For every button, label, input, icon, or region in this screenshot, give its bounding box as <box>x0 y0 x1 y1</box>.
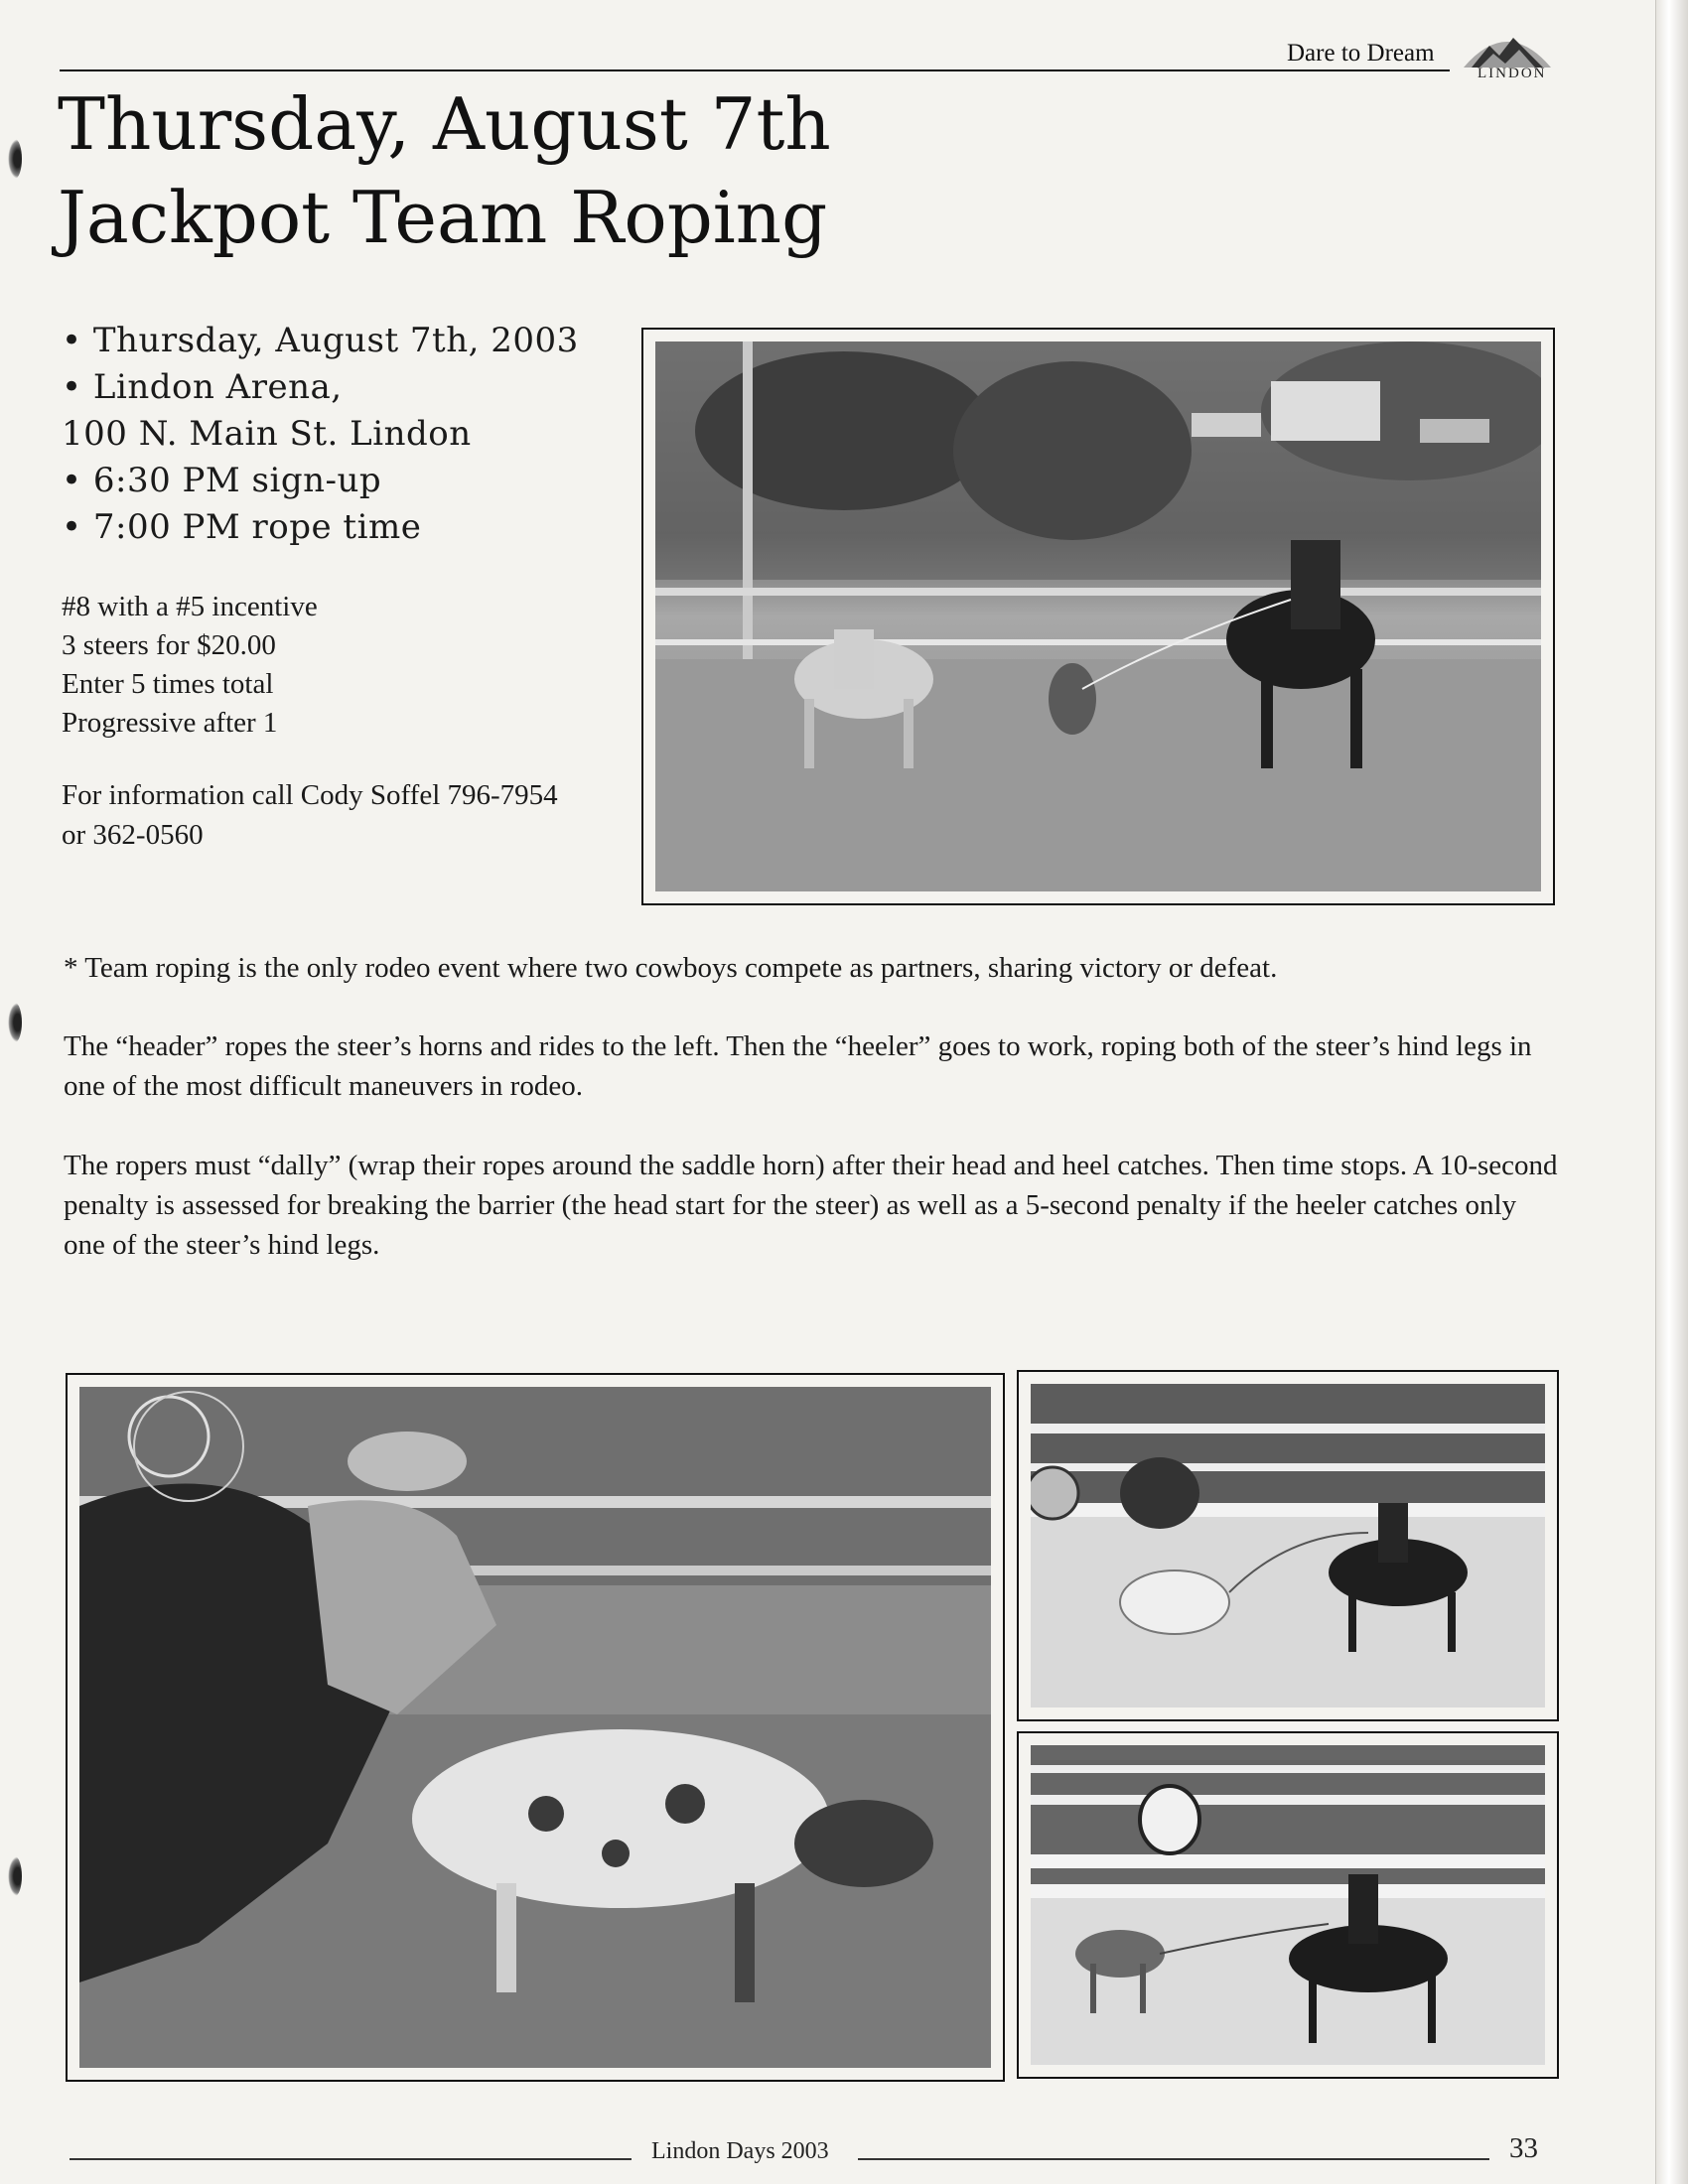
contact-line: For information call Cody Soffel 796-7954 <box>62 779 558 811</box>
photo-arena-roping-1 <box>1017 1370 1559 1721</box>
photo-arena-roping-2 <box>1017 1731 1559 2079</box>
logo-text: LINDON <box>1477 66 1547 81</box>
footer-rule-right <box>858 2158 1489 2160</box>
paragraph-header-heeler: The “header” ropes the steer’s horns and rides to the left. Then the “heeler” goes to work, roping both of the steer’s hind legs in one of the most difficult maneuvers in rodeo. <box>64 1030 1532 1102</box>
page-edge <box>1655 0 1688 2184</box>
paragraph-intro: * Team roping is the only rodeo event where two cowboys compete as partners, sharing victory or defeat. <box>64 952 1278 984</box>
contact-line: or 362-0560 <box>62 819 204 851</box>
binder-hole <box>8 1003 22 1042</box>
binder-hole <box>8 1856 22 1896</box>
detail-rope-time: • 7:00 PM rope time <box>62 507 422 547</box>
header-rule <box>60 69 1450 71</box>
page-number: 33 <box>1509 2132 1538 2164</box>
footer-publication: Lindon Days 2003 <box>651 2138 829 2164</box>
photo-team-roping-arena <box>641 328 1555 905</box>
running-title: Dare to Dream <box>1287 40 1435 67</box>
paragraph-dally: The ropers must “dally” (wrap their ropes around the saddle horn) after their head and heel catches. Then time stops. A 10-second penalty is assessed for breaking the barrier (the head start for the steer) as well as a 5-second penalty if the heeler catches only one of the steer’s hind legs. <box>64 1150 1558 1261</box>
binder-hole <box>8 139 22 179</box>
detail-date: • Thursday, August 7th, 2003 <box>62 321 579 360</box>
event-details <box>62 318 647 551</box>
rule-line: Progressive after 1 <box>62 707 278 739</box>
contact-info <box>62 775 657 855</box>
photo-roping-action-closeup <box>66 1373 1005 2082</box>
rule-line: Enter 5 times total <box>62 668 274 700</box>
rule-line: 3 steers for $20.00 <box>62 629 276 661</box>
title-line-date: Thursday, August 7th <box>58 82 831 166</box>
detail-signup: • 6:30 PM sign-up <box>62 461 382 500</box>
detail-venue: • Lindon Arena, <box>62 367 343 407</box>
footer-rule-left <box>70 2158 632 2160</box>
detail-address: 100 N. Main St. Lindon <box>62 414 472 454</box>
entry-rules <box>62 588 647 743</box>
page-title <box>58 77 831 264</box>
rule-line: #8 with a #5 incentive <box>62 591 318 622</box>
title-line-event: Jackpot Team Roping <box>58 176 828 259</box>
